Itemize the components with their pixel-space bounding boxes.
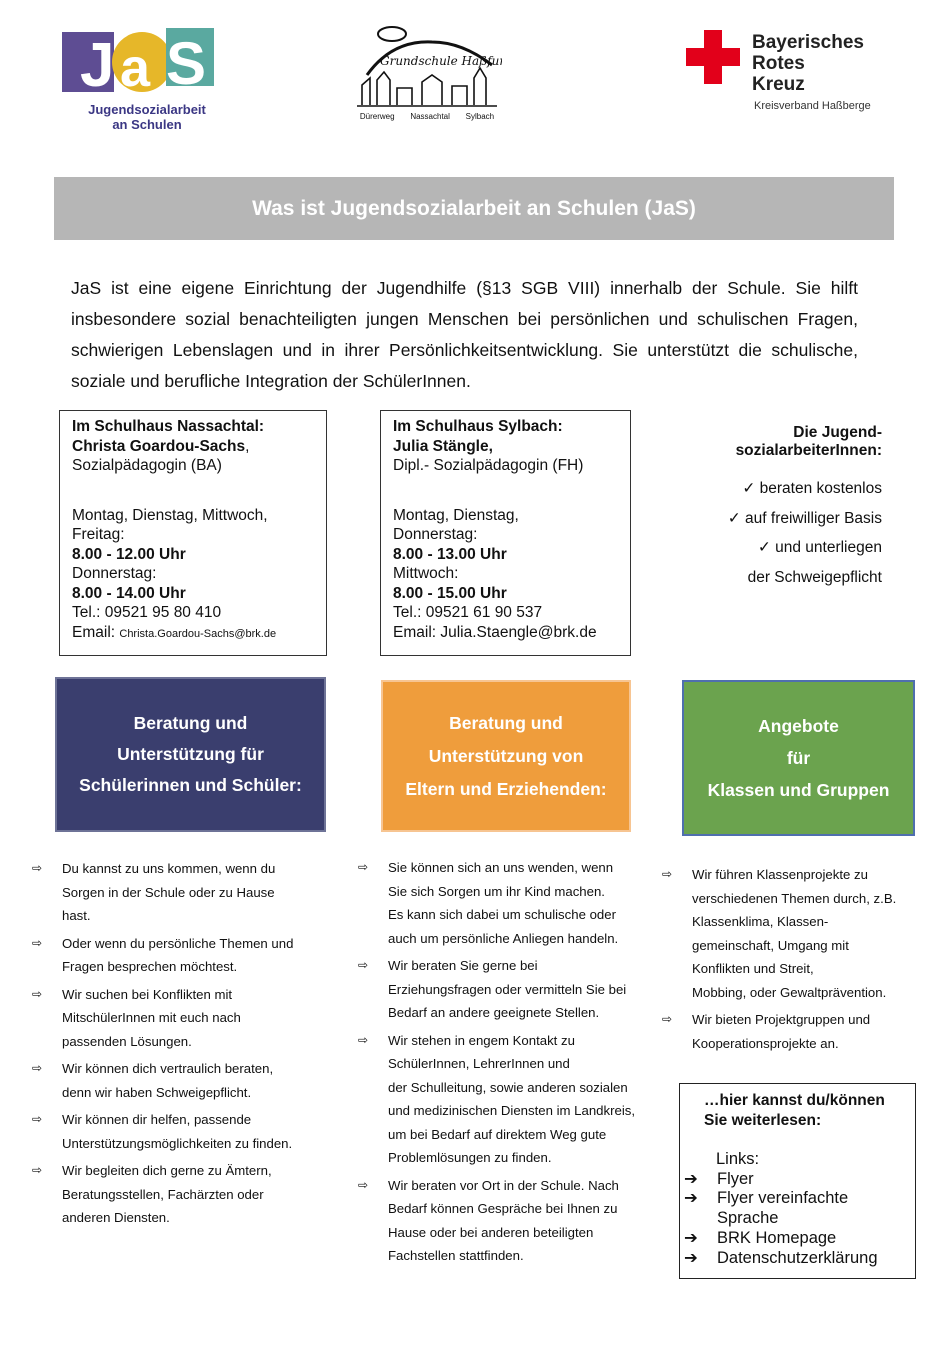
- read-more-heading-line1: …hier kannst du/können: [704, 1092, 885, 1109]
- list-item-text: Erziehungsfragen oder vermitteln Sie bei: [388, 981, 627, 997]
- jas-tagline: [72, 102, 222, 132]
- arrow-right-icon: ⇨: [32, 861, 43, 875]
- arrow-right-icon: ⇨: [32, 1112, 43, 1126]
- contact-box-nassachtal: [59, 410, 327, 656]
- location-nassachtal: Nassachtal: [410, 112, 450, 121]
- contact2-time2: 8.00 - 15.00 Uhr: [393, 584, 507, 602]
- contact2-role: Dipl.- Sozialpädagogin (FH): [393, 457, 584, 474]
- list-item: [32, 932, 314, 979]
- red-cross-icon: [686, 30, 740, 84]
- principles-heading-line2: sozialarbeiterInnen:: [735, 442, 882, 459]
- category-classes-line2: für: [786, 748, 811, 768]
- list-item-text: Sie können sich an uns wenden, wenn: [388, 860, 614, 875]
- contact-box-sylbach: [380, 410, 631, 656]
- link-flyer-simple-label[interactable]: Flyer vereinfachte: [717, 1189, 849, 1208]
- arrow-right-icon: ⇨: [358, 1032, 369, 1047]
- contact2-email[interactable]: Email: Julia.Staengle@brk.de: [393, 623, 597, 641]
- category-parents: [381, 680, 631, 832]
- list-item-text: Wir beraten Sie gerne bei: [388, 958, 538, 973]
- list-item-text: Hause oder bei anderen beteiligten: [388, 1224, 594, 1240]
- principle-confidential: ✓ und unterliegen: [757, 539, 882, 556]
- list-item-text: Wir stehen in engem Kontakt zu: [388, 1032, 575, 1048]
- arrow-right-icon: ⇨: [358, 860, 369, 874]
- contact1-role: Sozialpädagogin (BA): [72, 457, 222, 474]
- brk-subtitle: Kreisverband Haßberge: [754, 100, 871, 112]
- list-item-text: der Schulleitung, sowie anderen sozialen: [388, 1079, 628, 1095]
- contact2-days2: Mittwoch:: [393, 565, 459, 582]
- contact1-time1: 8.00 - 12.00 Uhr: [72, 545, 186, 563]
- list-item: [662, 1008, 914, 1055]
- jas-tagline-line2: an Schulen: [112, 117, 182, 132]
- principles-heading-line1: Die Jugend-: [793, 424, 882, 441]
- read-more-heading-line2: Sie weiterlesen:: [704, 1111, 822, 1129]
- category-parents-line3: Eltern und Erziehenden:: [405, 778, 607, 799]
- jas-letter-s: S: [166, 30, 207, 96]
- location-sylbach: Sylbach: [465, 112, 495, 121]
- contact1-heading: Im Schulhaus Nassachtal:: [72, 418, 265, 435]
- category-classes-line1: Angebote: [758, 716, 839, 736]
- list-item-text: Bedarf können Gespräche bei Ihnen zu: [388, 1201, 618, 1216]
- jas-letter-a: a: [120, 38, 151, 96]
- principle-confidential-cont: der Schweigepflicht: [747, 568, 882, 586]
- contact2-time1: 8.00 - 13.00 Uhr: [393, 545, 507, 563]
- list-item-text: Wir beraten vor Ort in der Schule. Nach: [388, 1177, 619, 1193]
- category-parents-line2: Unterstützung von: [428, 745, 584, 766]
- list-item-text: Unterstützungsmöglichkeiten zu finden.: [62, 1135, 293, 1151]
- arrow-right-icon: ⇨: [32, 935, 43, 950]
- contact1-name: Christa Goardou-Sachs: [72, 437, 246, 455]
- brk-logo: [686, 30, 896, 120]
- list-item-text: Wir führen Klassenprojekte zu: [692, 867, 868, 882]
- grundschule-name: Grundschule Haßfurt: [380, 54, 502, 68]
- category-classes-line3: Klassen und Gruppen: [707, 780, 890, 800]
- contact1-days1b: Freitag:: [72, 526, 125, 543]
- list-item-text: um bei Bedarf auf direktem Weg gute: [388, 1126, 607, 1142]
- list-item: [32, 857, 314, 928]
- jas-letter-j: J: [80, 31, 115, 96]
- list-item-text: denn wir haben Schweigepflicht.: [62, 1084, 252, 1100]
- grundschule-logo: [352, 20, 502, 125]
- grundschule-locations: [352, 112, 502, 121]
- list-item-text: Beratungsstellen, Fachärzten oder: [62, 1186, 264, 1202]
- arrow-right-icon: ⇨: [32, 986, 43, 1001]
- list-item-text: Wir können dich vertraulich beraten,: [62, 1061, 274, 1076]
- arrow-right-icon: ⇨: [662, 1012, 673, 1026]
- contact1-days2: Donnerstag:: [72, 565, 157, 582]
- link-flyer[interactable]: [680, 1170, 901, 1190]
- list-item: [662, 863, 914, 1004]
- category-students-line3: Schülerinnen und Schüler:: [79, 775, 302, 795]
- list-item-text: Sorgen in der Schule oder zu Hause: [62, 884, 275, 900]
- list-item-text: Es kann sich dabei um schulische oder: [388, 907, 616, 922]
- contact2-days1b: Donnerstag:: [393, 526, 478, 543]
- list-item-text: Wir können dir helfen, passende: [62, 1112, 252, 1127]
- arrow-right-icon: ➔: [684, 1169, 698, 1188]
- grundschule-logo-graphic: [352, 20, 502, 112]
- arrow-right-icon: ➔: [684, 1228, 698, 1247]
- category-students-line2: Unterstützung für: [117, 744, 264, 764]
- contact2-name: Julia Stängle,: [393, 437, 493, 455]
- list-item: [358, 856, 648, 950]
- category-students: [55, 677, 326, 832]
- jas-logo-graphic: [62, 26, 214, 96]
- list-item-text: MitschülerInnen mit euch nach: [62, 1010, 241, 1025]
- list-item-text: Sie sich Sorgen um ihr Kind machen.: [388, 883, 605, 899]
- arrow-right-icon: ⇨: [662, 867, 673, 881]
- intro-paragraph: JaS ist eine eigene Einrichtung der Jugendhilfe (§13 SGB VIII) innerhalb der Schule. Sie hilft insbesondere sozial benachteiligten jungen Menschen bei persönlichen und schulischen Fragen, schwierigen Lebenslagen und in ihrer Persönlichkeitsentwicklung. Sie unterstützt die schulische, soziale und berufliche Integration der SchülerInnen.: [71, 278, 858, 391]
- parents-list: [358, 856, 648, 1272]
- list-item-text: passenden Lösungen.: [62, 1033, 192, 1049]
- list-item: [358, 1029, 648, 1170]
- arrow-right-icon: ⇨: [358, 1177, 369, 1192]
- brk-name-line3: Kreuz: [752, 74, 805, 95]
- list-item-text: hast.: [62, 908, 91, 923]
- link-privacy-label[interactable]: Datenschutzerklärung: [717, 1248, 878, 1267]
- contact1-email-label: Email:: [72, 623, 120, 641]
- list-item-text: Wir bieten Projektgruppen und: [692, 1012, 871, 1027]
- list-item-text: SchülerInnen, LehrerInnen und: [388, 1056, 570, 1071]
- list-item: [32, 1057, 314, 1104]
- link-flyer-label[interactable]: Flyer: [717, 1169, 754, 1188]
- brk-name-line1: Bayerisches: [752, 32, 864, 53]
- list-item: [358, 954, 648, 1025]
- location-duererweg: Dürerweg: [359, 112, 395, 121]
- list-item-text: anderen Diensten.: [62, 1210, 170, 1225]
- students-list: [32, 857, 314, 1234]
- brk-name-line2: Rotes: [752, 53, 805, 74]
- category-parents-line1: Beratung und: [449, 712, 563, 733]
- contact1-time2: 8.00 - 14.00 Uhr: [72, 584, 186, 602]
- link-privacy[interactable]: [680, 1249, 901, 1269]
- list-item-text: Wir suchen bei Konflikten mit: [62, 986, 233, 1002]
- list-item-text: Du kannst zu uns kommen, wenn du: [62, 861, 276, 876]
- principles-list: [690, 424, 882, 592]
- read-more-box: [679, 1083, 916, 1279]
- contact2-days1: Montag, Dienstag,: [393, 506, 519, 524]
- contact2-phone: Tel.: 09521 61 90 537: [393, 604, 543, 621]
- list-item-text: Wir begleiten dich gerne zu Ämtern,: [62, 1163, 272, 1178]
- category-classes: [682, 680, 915, 836]
- category-students-line1: Beratung und: [133, 713, 248, 733]
- list-item-text: Konflikten und Streit,: [692, 961, 814, 976]
- page-title: Was ist Jugendsozialarbeit an Schulen (JaS): [54, 177, 894, 240]
- list-item-text: Oder wenn du persönliche Themen und: [62, 935, 294, 951]
- list-item-text: gemeinschaft, Umgang mit: [692, 937, 849, 953]
- list-item-text: verschiedenen Themen durch, z.B.: [692, 890, 897, 906]
- arrow-right-icon: ➔: [684, 1248, 698, 1267]
- principle-voluntary: ✓ auf freiwilliger Basis: [727, 509, 882, 527]
- list-item: [32, 983, 314, 1054]
- list-item-text: auch um persönliche Anliegen handeln.: [388, 930, 619, 946]
- list-item-text: Bedarf an andere geeignete Stellen.: [388, 1005, 600, 1020]
- link-flyer-simple[interactable]: [680, 1189, 901, 1228]
- contact1-name-suffix: ,: [245, 437, 250, 455]
- jas-logo: [62, 26, 232, 136]
- list-item: [32, 1159, 314, 1230]
- classes-list: [662, 863, 914, 1059]
- contact1-phone: Tel.: 09521 95 80 410: [72, 604, 222, 621]
- list-item-text: Kooperationsprojekte an.: [692, 1035, 839, 1051]
- list-item-text: und medizinischen Diensten im Landkreis,: [388, 1103, 636, 1118]
- list-item-text: Mobbing, oder Gewaltprävention.: [692, 984, 887, 1000]
- list-item: [32, 1108, 314, 1155]
- list-item: [358, 1174, 648, 1268]
- arrow-right-icon: ⇨: [32, 1163, 43, 1177]
- arrow-right-icon: ⇨: [358, 958, 369, 972]
- links-label: Links:: [716, 1150, 760, 1168]
- list-item-text: Problemlösungen zu finden.: [388, 1150, 552, 1165]
- link-brk-homepage-label[interactable]: BRK Homepage: [717, 1228, 837, 1247]
- contact2-heading: Im Schulhaus Sylbach:: [393, 418, 563, 435]
- arrow-right-icon: ⇨: [32, 1061, 43, 1075]
- brk-name: [752, 32, 864, 95]
- arrow-right-icon: ➔: [684, 1189, 698, 1208]
- principle-free: ✓ beraten kostenlos: [742, 480, 882, 497]
- link-flyer-simple-label-cont[interactable]: Sprache: [717, 1209, 779, 1228]
- list-item-text: Klassenklima, Klassen-: [692, 914, 829, 929]
- list-item-text: Fachstellen stattfinden.: [388, 1248, 524, 1263]
- contact1-days1: Montag, Dienstag, Mittwoch,: [72, 506, 268, 524]
- link-brk-homepage[interactable]: [680, 1229, 901, 1249]
- jas-tagline-line1: Jugendsozialarbeit: [88, 102, 206, 117]
- contact1-email[interactable]: Christa.Goardou-Sachs@brk.de: [119, 627, 277, 640]
- list-item-text: Fragen besprechen möchtest.: [62, 959, 238, 974]
